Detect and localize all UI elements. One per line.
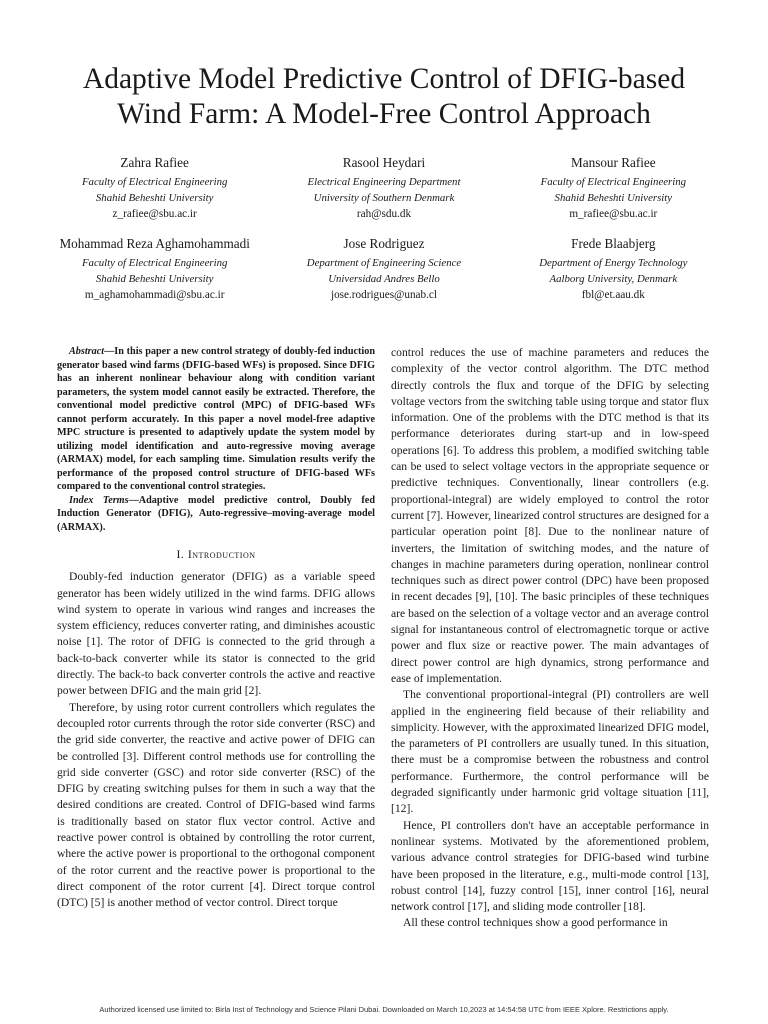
abstract-text: —In this paper a new control strategy of doubly-fed induction generator based wind farms (DFIG-based WFs) is proposed. Since DFIG has an inherent nonlinear behaviour along with condition variant parameters, the system model cannot easily be extracted. Therefore, the conventional model predictive control (MPC) of DFIG-based WFs cannot perform accurately. In this paper a novel model-free adaptive MPC structure is presented to adaptively update the system model by utilizing model identification and auto-regressive moving average (ARMAX) model, for each sampling time. Simulation results verify the performance of the proposed control structure of DFIG-based WFs compared to the conventional control strategies.: [57, 346, 375, 492]
paper-title-line-1: Adaptive Model Predictive Control of DFIG-based: [82, 63, 686, 95]
author-block: [499, 154, 728, 222]
author-affiliation: Electrical Engineering Department: [307, 176, 461, 188]
body-paragraph: All these control techniques show a good performance in: [403, 916, 668, 930]
author-email: m_aghamohammadi@sbu.ac.ir: [84, 289, 225, 301]
author-row-2: [40, 235, 728, 303]
author-email: z_rafiee@sbu.ac.ir: [112, 208, 197, 220]
right-column: [391, 345, 709, 932]
author-institution: University of Southern Denmark: [313, 192, 455, 204]
author-institution: Universidad Andres Bello: [328, 273, 440, 285]
author-name: Frede Blaabjerg: [571, 236, 656, 251]
abstract-label: Abstract: [69, 346, 105, 357]
author-email: jose.rodrigues@unab.cl: [330, 289, 437, 301]
left-column: [57, 345, 375, 912]
body-paragraph: control reduces the use of machine parameters and reduces the complexity of the vector control algorithm. The DTC method directly controls the flux and torque of the DFIG by selecting voltage vectors from the switching table using torque and stator flux information. One of the problems with the DTC method is that its performance deteriorates during start-up and in low-speed operations [6]. To address this problem, a modified switching table can be used to select voltage vectors in the appropriate sequence or predictive techniques. Conventionally, linear controllers (e.g. proportional-integral) are widely employed to control the rotor current [7]. However, linearized control structures are designed for a particular operation point [8]. Due to the nonlinear nature of inverters, the limitation of switching modes, and the nature of changes in machine parameters during operation, nonlinear control techniques such as direct power control (DPC) have been proposed in recent decades [9], [10]. The basic principles of these techniques are based on the selection of a voltage vector and an average control signal for instantaneous control of electromagnetic torque or active power and flux size or reactive power. The main advantages of direct power control are high dynamics, strong performance and ease of implementation.: [391, 346, 709, 685]
author-name: Jose Rodriguez: [343, 236, 425, 251]
author-block: [269, 154, 498, 222]
author-name: Mansour Rafiee: [571, 155, 656, 170]
author-block: [40, 154, 269, 222]
paper-title-line-2: Wind Farm: A Model-Free Control Approach: [117, 98, 651, 130]
abstract: [57, 345, 375, 494]
author-name: Zahra Rafiee: [120, 155, 189, 170]
body-paragraph: Doubly-fed induction generator (DFIG) as a variable speed generator has been widely utilized in the wind farms. DFIG allows wind system to operate in various wind ranges and increases the system efficiency, reduces converter rating, and diminishes acoustic noise [1]. The rotor of DFIG is connected to the grid through a back-to-back converter while its stator is connected to the grid directly. The back-to back converter controls the active and reactive power between DFIG and the main grid [2].: [57, 570, 375, 698]
license-footer: Authorized licensed use limited to: Birla Inst of Technology and Science Pilani Dubai. Downloaded on March 10,2023 at 14:54:58 UTC from IEEE Xplore. Restrictions apply.: [99, 1005, 669, 1014]
index-terms-text: —Adaptive model predictive control, Doubly fed Induction Generator (DFIG), Auto-regressive–moving-average model (ARMAX).: [57, 494, 375, 533]
author-affiliation: Department of Energy Technology: [539, 257, 688, 269]
author-email: fbl@et.aau.dk: [581, 289, 645, 301]
section-title: Introduction: [187, 547, 256, 561]
author-email: m_rafiee@sbu.ac.ir: [569, 208, 658, 220]
author-institution: Shahid Beheshti University: [95, 273, 214, 285]
body-paragraph: The conventional proportional-integral (PI) controllers are well applied in the engineering field because of their reliability and simplicity. However, with the approximated linearized DFIG model, the parameters of PI controllers are usually tuned. In this situation, there must be a compromise between the robustness and control performance. Furthermore, the control performance will be degraded significantly under harmonic grid voltage situation [11], [12].: [391, 688, 709, 816]
author-institution: Shahid Beheshti University: [554, 192, 673, 204]
author-affiliation: Faculty of Electrical Engineering: [81, 257, 228, 269]
author-institution: Aalborg University, Denmark: [549, 273, 678, 285]
author-name: Mohammad Reza Aghamohammadi: [59, 236, 250, 251]
author-name: Rasool Heydari: [342, 155, 426, 170]
body-paragraph: Therefore, by using rotor current controllers which regulates the decoupled rotor currents through the rotor side converter (RSC) and the grid side converter, the reactive and active power of DFIG can be controlled [3]. Different control methods use for controlling the grid side converter (GSC) and rotor side converter (RSC) of the DFIG by creating switching pulses for them in such a way that the desired conditions are created. Control of DFIG-based wind farms is traditionally based on stator flux vector control. Active and reactive power control is obtained by controlling the rotor current, where the active power is proportional to the orthogonal component of the rotor current and the reactive power is proportional to the direct component of the rotor current [4]. Direct torque control (DTC) [5] is another method of vector control. Direct torque: [57, 700, 375, 910]
section-numeral: I.: [176, 547, 188, 561]
index-terms-label: Index Terms: [69, 494, 129, 506]
author-block: [499, 235, 728, 303]
author-block: [40, 235, 269, 303]
author-row-1: [40, 154, 728, 222]
author-affiliation: Faculty of Electrical Engineering: [540, 176, 687, 188]
section-heading-introduction: [57, 546, 375, 562]
paper-title: [40, 62, 728, 132]
author-institution: Shahid Beheshti University: [95, 192, 214, 204]
author-affiliation: Faculty of Electrical Engineering: [81, 176, 228, 188]
author-email: rah@sdu.dk: [356, 208, 412, 220]
author-block: [269, 235, 498, 303]
index-terms: [57, 494, 375, 535]
author-affiliation: Department of Engineering Science: [306, 257, 462, 269]
body-paragraph: Hence, PI controllers don't have an acceptable performance in nonlinear systems. Motivated by the aforementioned problem, various advance control strategies for DFIG-based wind turbine have been proposed in the literature, e.g., multi-mode control [13], robust control [14], fuzzy control [15], inner control [16], neural network control [17], and sliding mode controller [18].: [391, 818, 709, 914]
